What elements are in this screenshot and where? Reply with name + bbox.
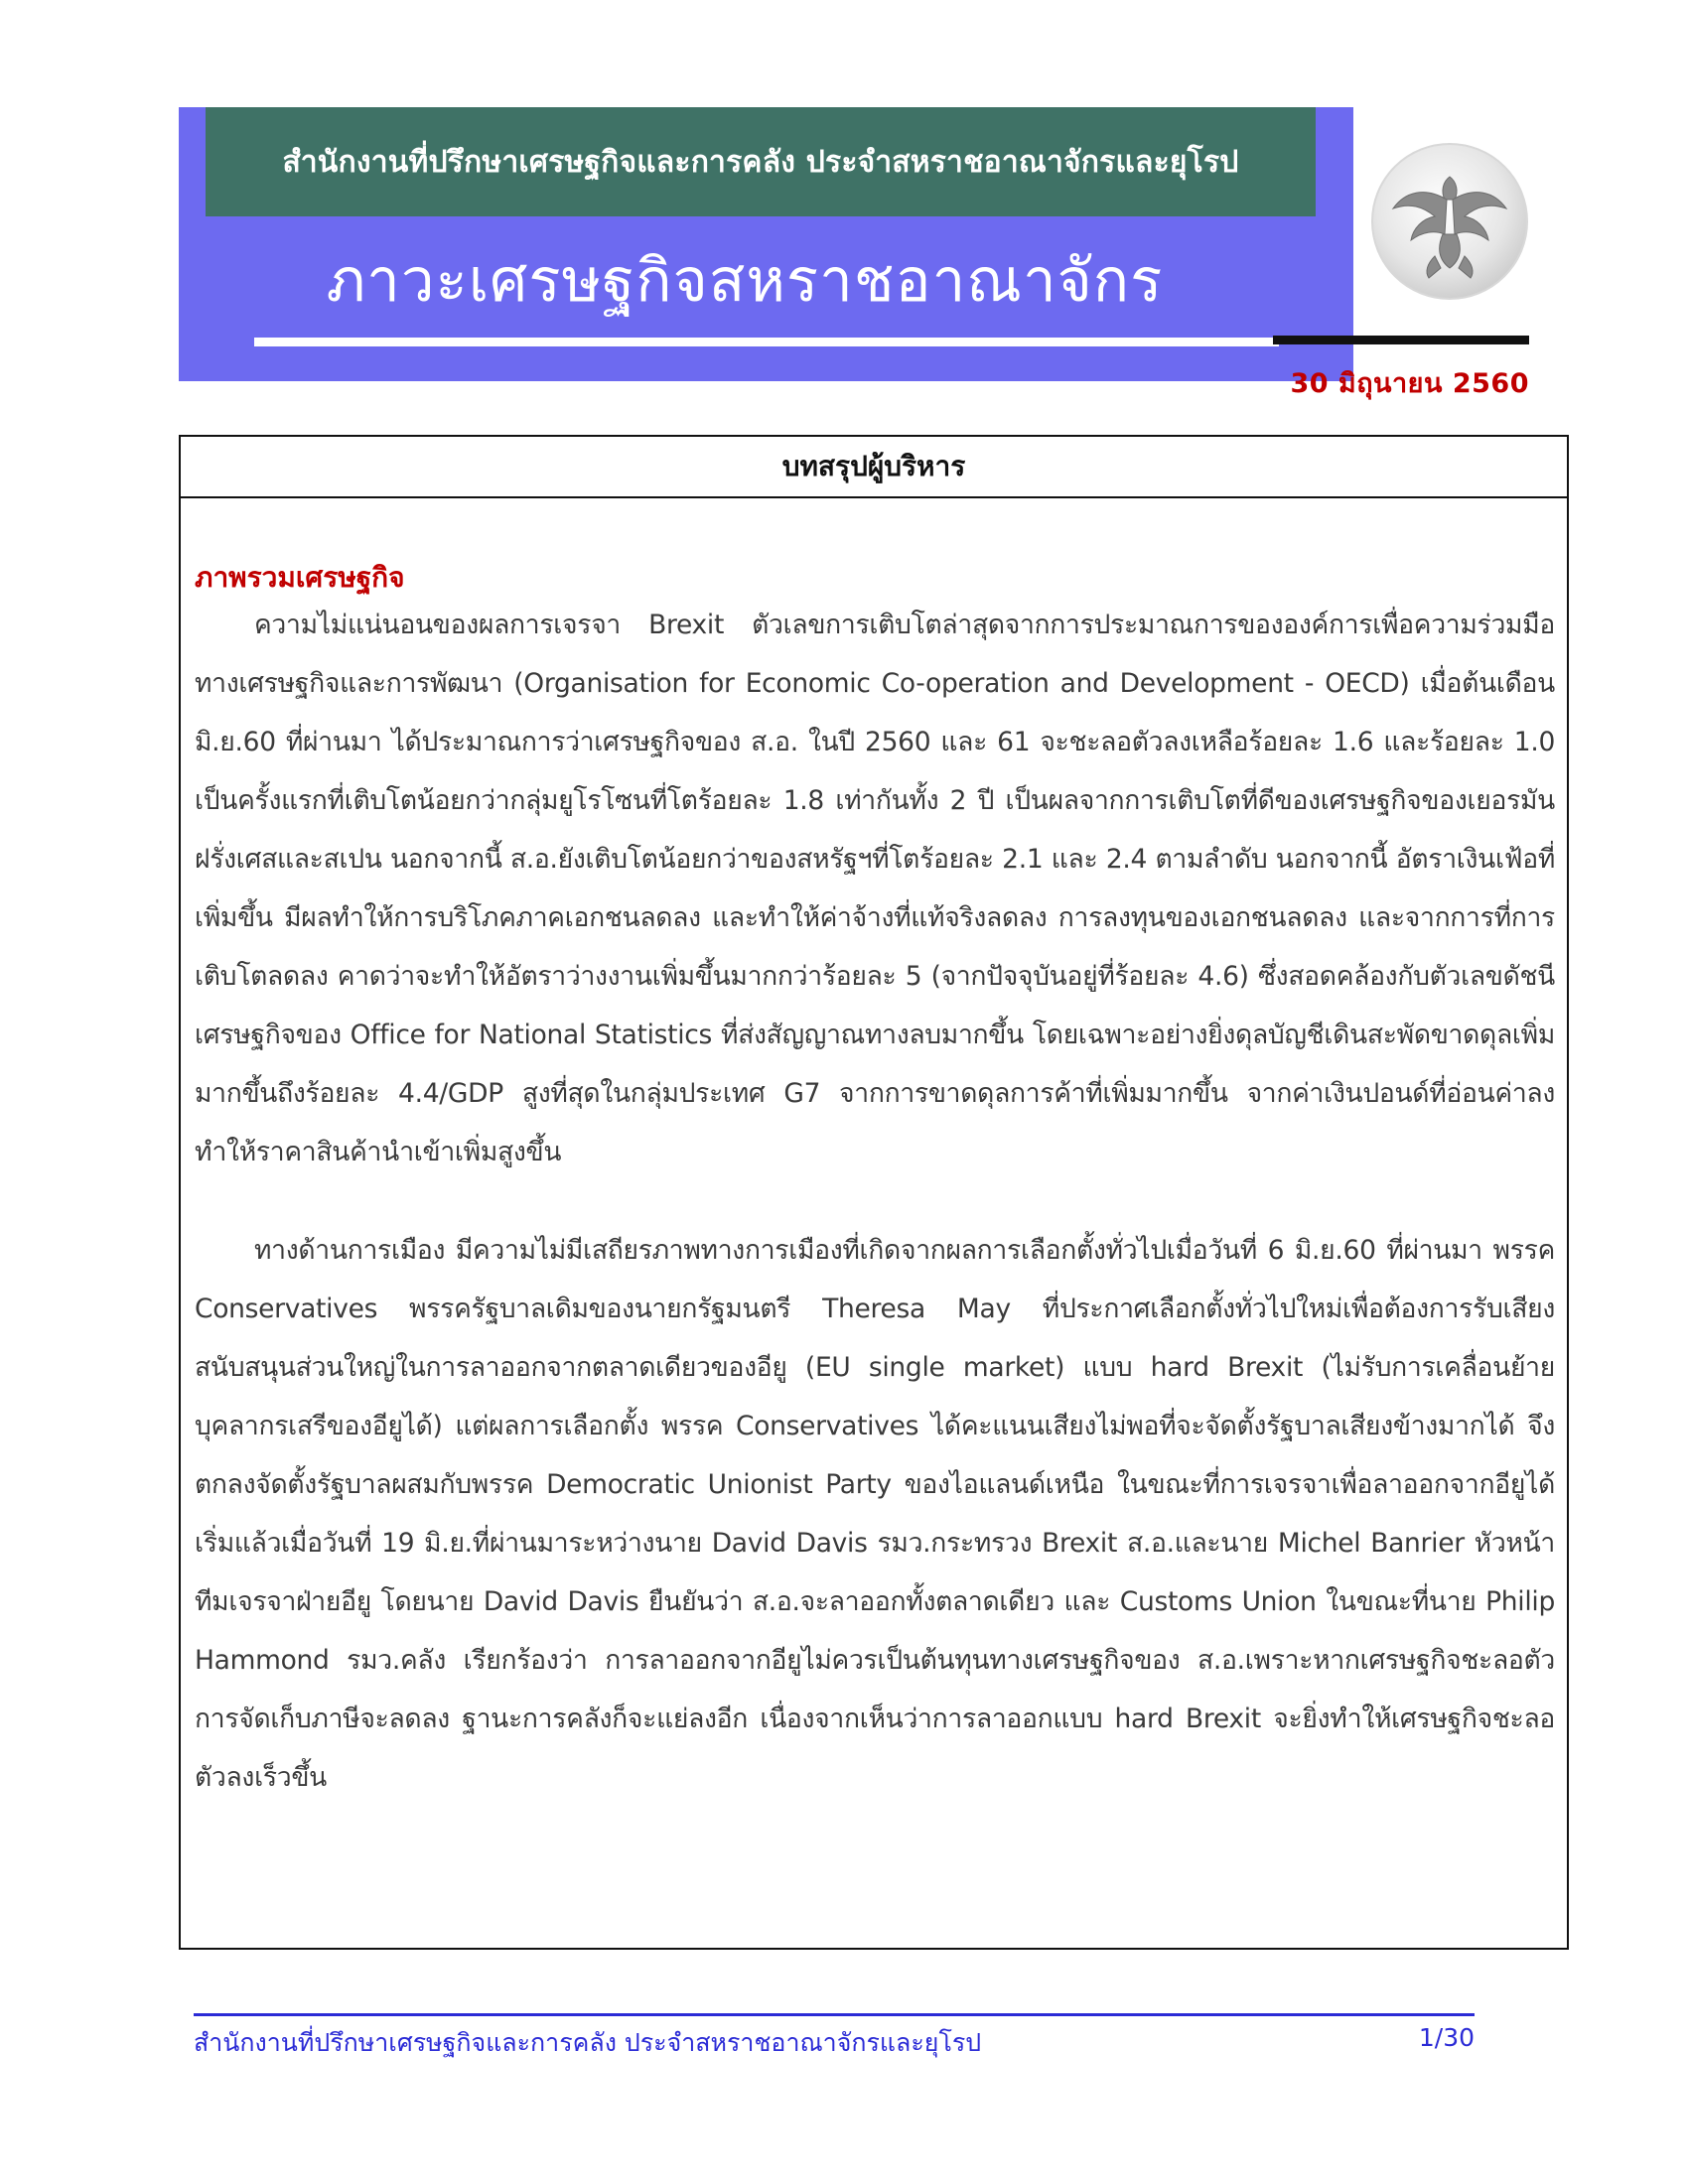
paragraph-economy: ความไม่แน่นอนของผลการเจรจา Brexit ตัวเลขการเติบโตล่าสุดจากการประมาณการขององค์การเพื่อความร่วมมือทางเศรษฐกิจและการพัฒนา (Organisation for Economic Co-operation and Development - OECD) เมื่อต้นเดือน มิ.ย.60 ที่ผ่านมา ได้ประมาณการว่าเศรษฐกิจของ ส.อ. ในปี 2560 และ 61 จะชะลอตัวลงเหลือร้อยละ 1.6 และร้อยละ 1.0 เป็นครั้งแรกที่เติบโตน้อยกว่ากลุ่มยูโรโซนที่โตร้อยละ 1.8 เท่ากันทั้ง 2 ปี เป็นผลจากการเติบโตที่ดีของเศรษฐกิจของเยอรมัน ฝรั่งเศสและสเปน นอกจากนี้ ส.อ.ยังเติบโตน้อยกว่าของสหรัฐฯที่โตร้อยละ 2.1 และ 2.4 ตามลำดับ นอกจากนี้ อัตราเงินเฟ้อที่เพิ่มขึ้น มีผลทำให้การบริโภคภาคเอกชนลดลง และทำให้ค่าจ้างที่แท้จริงลดลง การลงทุนของเอกชนลดลง และจากการที่การเติบโตลดลง คาดว่าจะทำให้อัตราว่างงานเพิ่มขึ้นมากกว่าร้อยละ 5 (จากปัจจุบันอยู่ที่ร้อยละ 4.6) ซึ่งสอดคล้องกับตัวเลขดัชนีเศรษฐกิจของ Office for National Statistics ที่ส่งสัญญาณทางลบมากขึ้น โดยเฉพาะอย่างยิ่งดุลบัญชีเดินสะพัดขาดดุลเพิ่มมากขึ้นถึงร้อยละ 4.4/GDP สูงที่สุดในกลุ่มประเทศ G7 จากการขาดดุลการค้าที่เพิ่มมากขึ้น จากค่าเงินปอนด์ที่อ่อนค่าลง ทำให้ราคาสินค้านำเข้าเพิ่มสูงขึ้น (195, 610, 1555, 1167)
office-name: สำนักงานที่ปรึกษาเศรษฐกิจและการคลัง ประจำสหราชอาณาจักรและยุโรป (282, 144, 1239, 180)
footer-office-name: สำนักงานที่ปรึกษาเศรษฐกิจและการคลัง ประจำสหราชอาณาจักรและยุโรป (194, 2028, 982, 2057)
garuda-emblem-icon (1365, 137, 1534, 306)
report-title: ภาวะเศรษฐกิจสหราชอาณาจักร (326, 246, 1164, 316)
date-divider (1273, 336, 1529, 344)
section-heading: ภาพรวมเศรษฐกิจ (195, 561, 405, 594)
page-number: 1/30 (1418, 2023, 1475, 2052)
office-name-bar (206, 107, 1316, 216)
footer-divider (194, 2013, 1475, 2016)
paragraph-politics: ทางด้านการเมือง มีความไม่มีเสถียรภาพทางการเมืองที่เกิดจากผลการเลือกตั้งทั่วไปเมื่อวันที่ 6 มิ.ย.60 ที่ผ่านมา พรรค Conservatives พรรครัฐบาลเดิมของนายกรัฐมนตรี Theresa May ที่ประกาศเลือกตั้งทั่วไปใหม่เพื่อต้องการรับเสียงสนับสนุนส่วนใหญ่ในการลาออกจากตลาดเดียวของอียู (EU single market) แบบ hard Brexit (ไม่รับการเคลื่อนย้ายบุคลากรเสรีของอียูได้) แต่ผลการเลือกตั้ง พรรค Conservatives ได้คะแนนเสียงไม่พอที่จะจัดตั้งรัฐบาลเสียงข้างมากได้ จึงตกลงจัดตั้งรัฐบาลผสมกับพรรค Democratic Unionist Party ของไอแลนด์เหนือ ในขณะที่การเจรจาเพื่อลาออกจากอียูได้เริ่มแล้วเมื่อวันที่ 19 มิ.ย.ที่ผ่านมาระหว่างนาย David Davis รมว.กระทรวง Brexit ส.อ.และนาย Michel Banrier หัวหน้าทีมเจรจาฝ่ายอียู โดยนาย David Davis ยืนยันว่า ส.อ.จะลาออกทั้งตลาดเดียว และ Customs Union ในขณะที่นาย Philip Hammond รมว.คลัง เรียกร้องว่า การลาออกจากอียูไม่ควรเป็นต้นทุนทางเศรษฐกิจของ ส.อ.เพราะหากเศรษฐกิจชะลอตัว การจัดเก็บภาษีจะลดลง ฐานะการคลังก็จะแย่ลงอีก เนื่องจากเห็นว่าการลาออกแบบ hard Brexit จะยิ่งทำให้เศรษฐกิจชะลอตัวลงเร็วขึ้น (195, 1235, 1555, 1793)
banner-divider (254, 338, 1279, 346)
executive-summary-box (179, 435, 1569, 1950)
report-date: 30 มิถุนายน 2560 (1290, 368, 1529, 399)
summary-title: บทสรุปผู้บริหาร (181, 437, 1567, 498)
